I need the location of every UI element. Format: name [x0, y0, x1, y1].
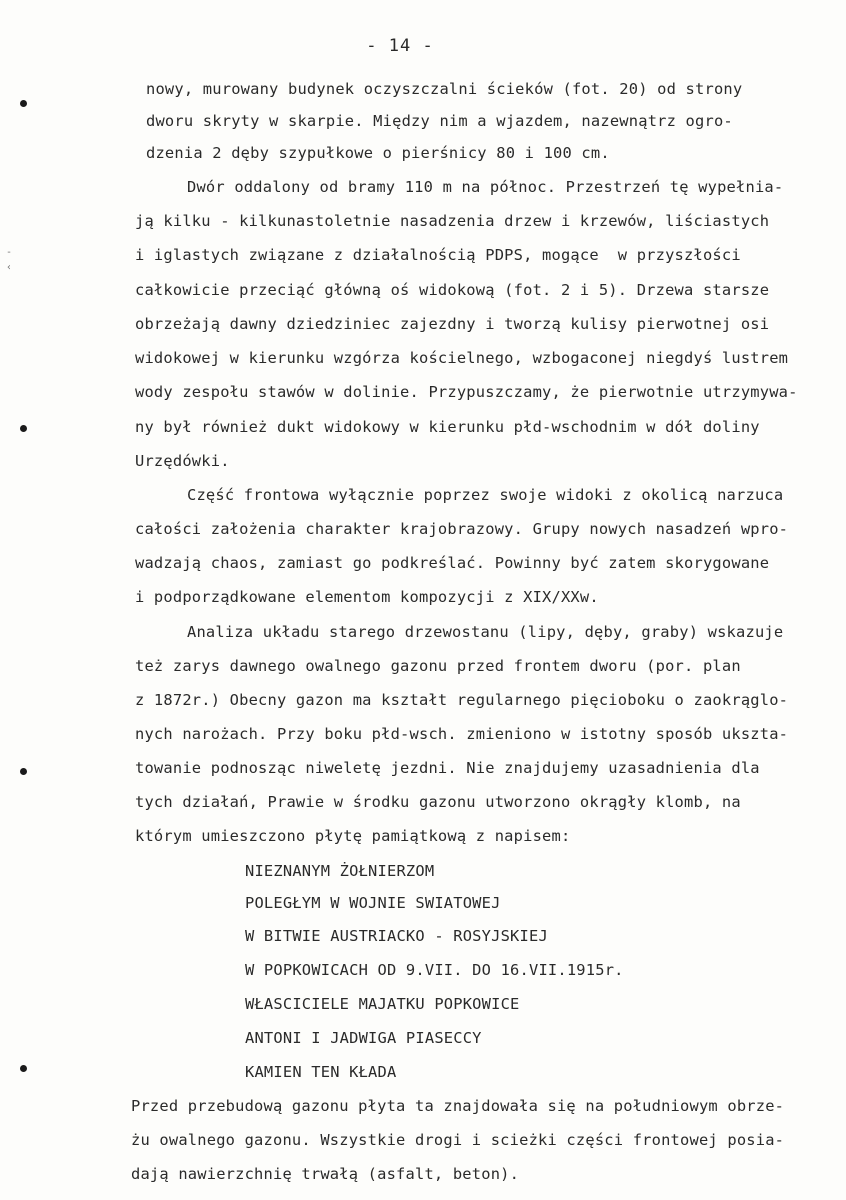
plaque-inscription-line: POLEGŁYM W WOJNIE SWIATOWEJ — [245, 894, 501, 912]
text-line: dworu skryty w skarpie. Między nim a wjazdem, nazewnątrz ogro- — [146, 112, 733, 130]
text-line: obrzeżają dawny dziedziniec zajezdny i tworzą kulisy pierwotnej osi — [135, 315, 770, 333]
page-number: - 14 - — [366, 36, 434, 56]
text-line: wody zespołu stawów w dolinie. Przypuszczamy, że pierwotnie utrzymywa- — [135, 383, 798, 401]
text-line: żu owalnego gazonu. Wszystkie drogi i scieżki części frontowej posia- — [131, 1131, 785, 1149]
punch-hole-upper-middle — [20, 425, 27, 432]
text-line: całości założenia charakter krajobrazowy. Grupy nowych nasadzeń wpro- — [135, 520, 789, 538]
text-line: całkowicie przeciąć główną oś widokową (fot. 2 i 5). Drzewa starsze — [135, 281, 770, 299]
plaque-inscription-line: ANTONI I JADWIGA PIASECCY — [245, 1029, 482, 1047]
text-line: Urzędówki. — [135, 452, 230, 470]
plaque-inscription-line: KAMIEN TEN KŁADA — [245, 1063, 397, 1081]
text-line: dzenia 2 dęby szypułkowe o pierśnicy 80 i 100 cm. — [146, 144, 610, 162]
text-line: ją kilku - kilkunastoletnie nasadzenia drzew i krzewów, liściastych — [135, 212, 770, 230]
punch-hole-top — [20, 100, 27, 107]
plaque-inscription-line: WŁASCICIELE MAJATKU POPKOWICE — [245, 995, 520, 1013]
text-line: wadzają chaos, zamiast go podkreślać. Powinny być zatem skorygowane — [135, 554, 770, 572]
text-line: którym umieszczono płytę pamiątkową z napisem: — [135, 827, 571, 845]
text-line: Przed przebudową gazonu płyta ta znajdowała się na południowym obrze- — [131, 1097, 785, 1115]
paragraph-start: Część frontowa wyłącznie poprzez swoje widoki z okolicą narzuca — [187, 486, 784, 504]
punch-hole-lower-middle — [20, 768, 27, 775]
text-line: i iglastych związane z działalnością PDPS, mogące w przyszłości — [135, 246, 741, 264]
text-line: towanie podnosząc niweletę jezdni. Nie znajdujemy uzasadnienia dla — [135, 759, 760, 777]
plaque-inscription-line: NIEZNANYM ŻOŁNIERZOM — [245, 862, 435, 880]
text-line: widokowej w kierunku wzgórza kościelnego, wzbogaconej niegdyś lustrem — [135, 349, 789, 367]
text-line: nowy, murowany budynek oczyszczalni ścieków (fot. 20) od strony — [146, 80, 743, 98]
text-line: i podporządkowane elementom kompozycji z XIX/XXw. — [135, 588, 599, 606]
text-line: nych narożach. Przy boku płd-wsch. zmieniono w istotny sposób ukszta- — [135, 725, 789, 743]
punch-hole-bottom — [20, 1065, 27, 1072]
paragraph-start: Analiza układu starego drzewostanu (lipy, dęby, graby) wskazuje — [187, 623, 784, 641]
margin-mark: ‹ — [6, 262, 13, 273]
text-line: ny był również dukt widokowy w kierunku płd-wschodnim w dół doliny — [135, 418, 760, 436]
paragraph-start: Dwór oddalony od bramy 110 m na północ. Przestrzeń tę wypełnia- — [187, 178, 784, 196]
text-line: dają nawierzchnię trwałą (asfalt, beton). — [131, 1165, 520, 1183]
margin-mark: - — [6, 247, 13, 258]
plaque-inscription-line: W POPKOWICACH OD 9.VII. DO 16.VII.1915r. — [245, 961, 624, 979]
plaque-inscription-line: W BITWIE AUSTRIACKO - ROSYJSKIEJ — [245, 927, 548, 945]
text-line: tych działań, Prawie w środku gazonu utworzono okrągły klomb, na — [135, 793, 741, 811]
text-line: z 1872r.) Obecny gazon ma kształt regularnego pięcioboku o zaokrąglo- — [135, 691, 789, 709]
text-line: też zarys dawnego owalnego gazonu przed frontem dworu (por. plan — [135, 657, 741, 675]
